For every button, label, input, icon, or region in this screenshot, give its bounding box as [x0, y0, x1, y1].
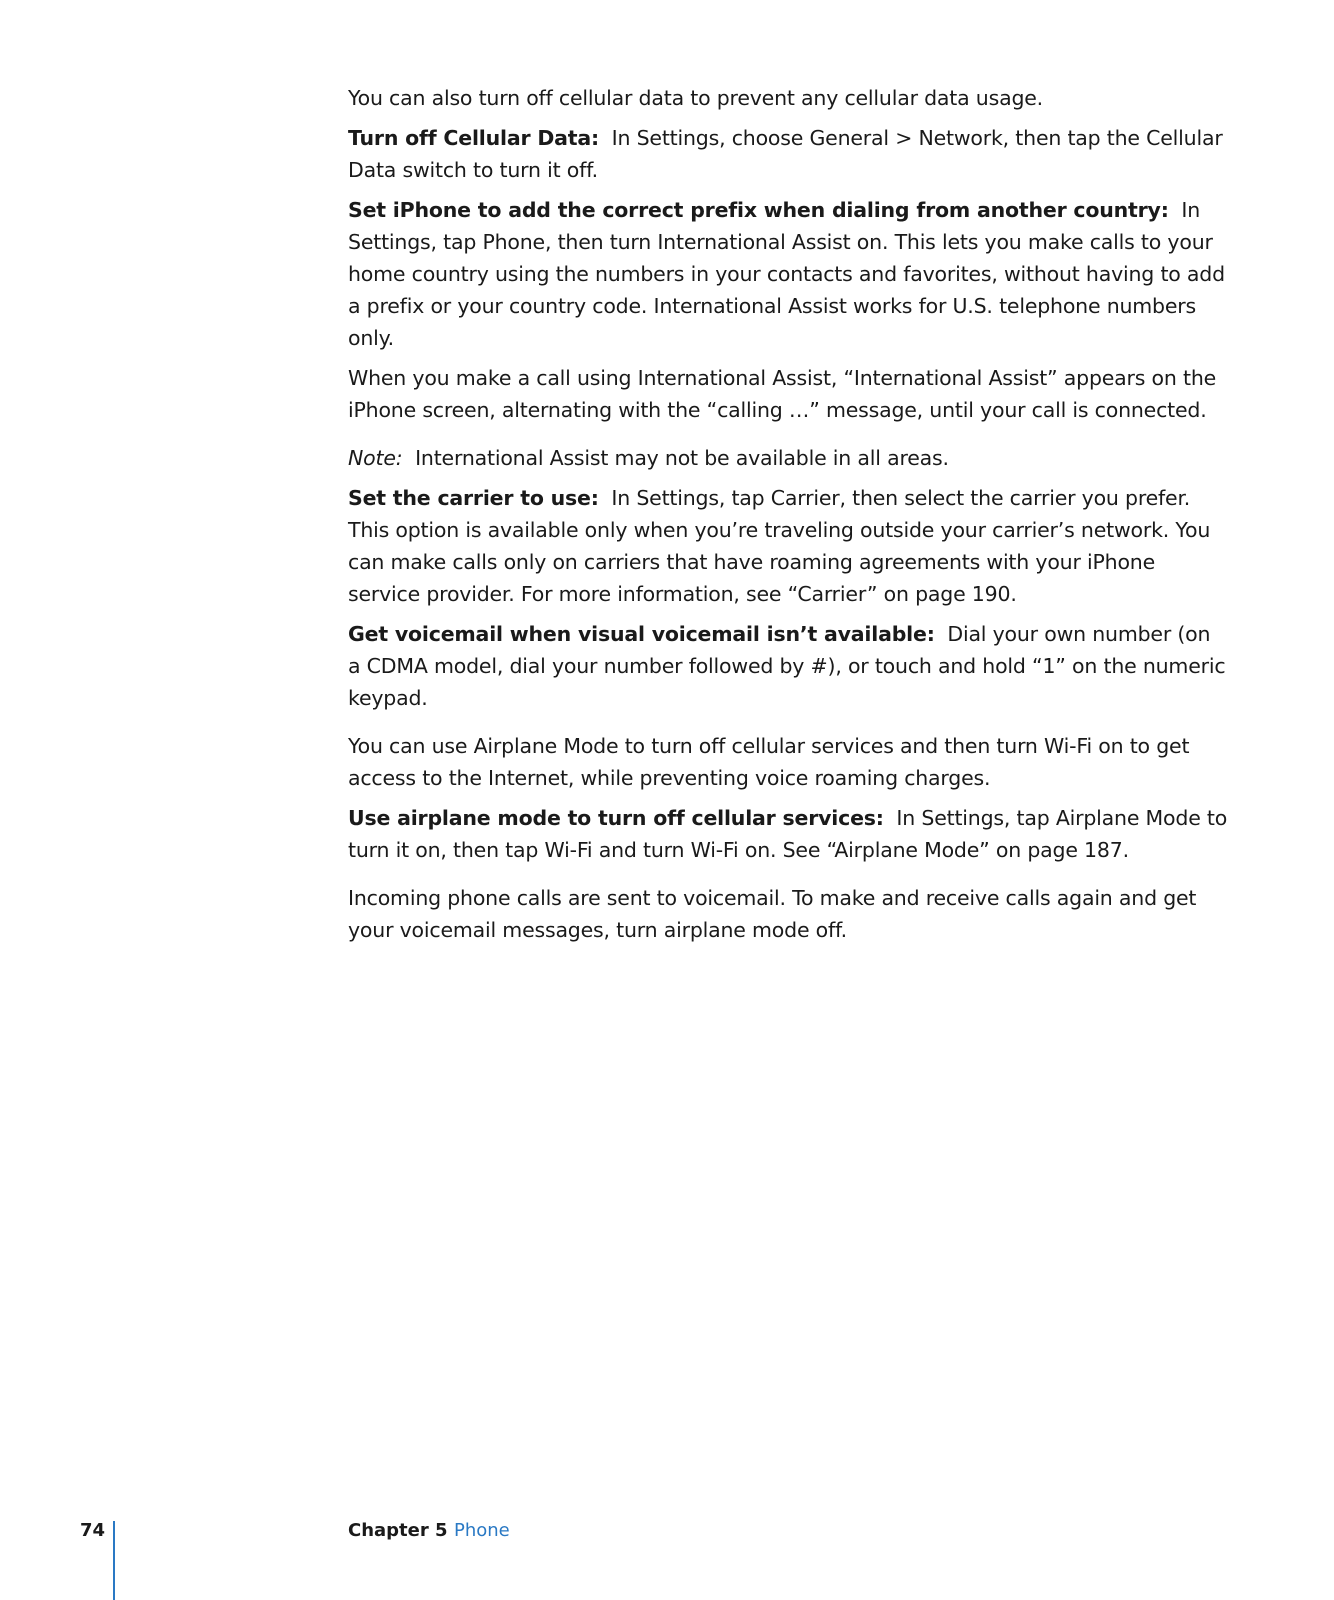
paragraph-international-assist [348, 194, 1228, 354]
page-body [348, 82, 1228, 946]
paragraph-text: In Settings, tap Airplane Mode to turn it on, then tap Wi-Fi and turn Wi-Fi on. See “Airplane Mode” on page 187. [348, 806, 1228, 862]
footer-section-link[interactable]: Phone [454, 1520, 510, 1541]
paragraph-text: In Settings, tap Phone, then turn International Assist on. This lets you make calls to your home country using the numbers in your contacts and favorites, without having to add a prefix or your country code. International Assist works for U.S. telephone numbers only. [348, 198, 1225, 350]
footer-chapter: Chapter 5 [348, 1520, 448, 1541]
paragraph-text: When you make a call using International Assist, “International Assist” appears on the iPhone screen, alternating with the “calling …” message, until your call is connected. [348, 366, 1217, 422]
paragraph-text: Incoming phone calls are sent to voicemail. To make and receive calls again and get your voicemail messages, turn airplane mode off. [348, 886, 1197, 942]
paragraph-incoming-calls [348, 882, 1228, 946]
paragraph-note [348, 442, 1228, 474]
paragraph-set-carrier [348, 482, 1228, 610]
paragraph-lead: Turn off Cellular Data: [348, 126, 600, 150]
paragraph-lead: Set iPhone to add the correct prefix when dialing from another country: [348, 198, 1169, 222]
paragraph-voicemail [348, 618, 1228, 714]
paragraph-text: In Settings, tap Carrier, then select the carrier you prefer. This option is available only when you’re traveling outside your carrier’s network. You can make calls only on carriers that have roaming agreements with your iPhone service provider. For more information, see “Carrier” on page 190. [348, 486, 1211, 606]
paragraph-international-assist-display [348, 362, 1228, 426]
paragraph-turn-off-cellular [348, 122, 1228, 186]
paragraph-text: In Settings, choose General > Network, then tap the Cellular Data switch to turn it off. [348, 126, 1223, 182]
paragraph-lead: Use airplane mode to turn off cellular services: [348, 806, 884, 830]
paragraph-text: You can use Airplane Mode to turn off cellular services and then turn Wi-Fi on to get access to the Internet, while preventing voice roaming charges. [348, 734, 1190, 790]
footer-divider [113, 1521, 115, 1600]
page-number: 74 [80, 1520, 106, 1541]
note-label: Note: [348, 446, 403, 470]
paragraph-lead: Get voicemail when visual voicemail isn’t available: [348, 622, 935, 646]
paragraph-airplane-intro [348, 730, 1228, 794]
paragraph-airplane-mode [348, 802, 1228, 866]
paragraph-cellular-data-intro [348, 82, 1228, 114]
paragraph-text: Dial your own number (on a CDMA model, dial your number followed by #), or touch and hold “1” on the numeric keypad. [348, 622, 1226, 710]
paragraph-text: International Assist may not be available in all areas. [415, 446, 949, 470]
paragraph-lead: Set the carrier to use: [348, 486, 599, 510]
paragraph-text: You can also turn off cellular data to prevent any cellular data usage. [348, 86, 1043, 110]
